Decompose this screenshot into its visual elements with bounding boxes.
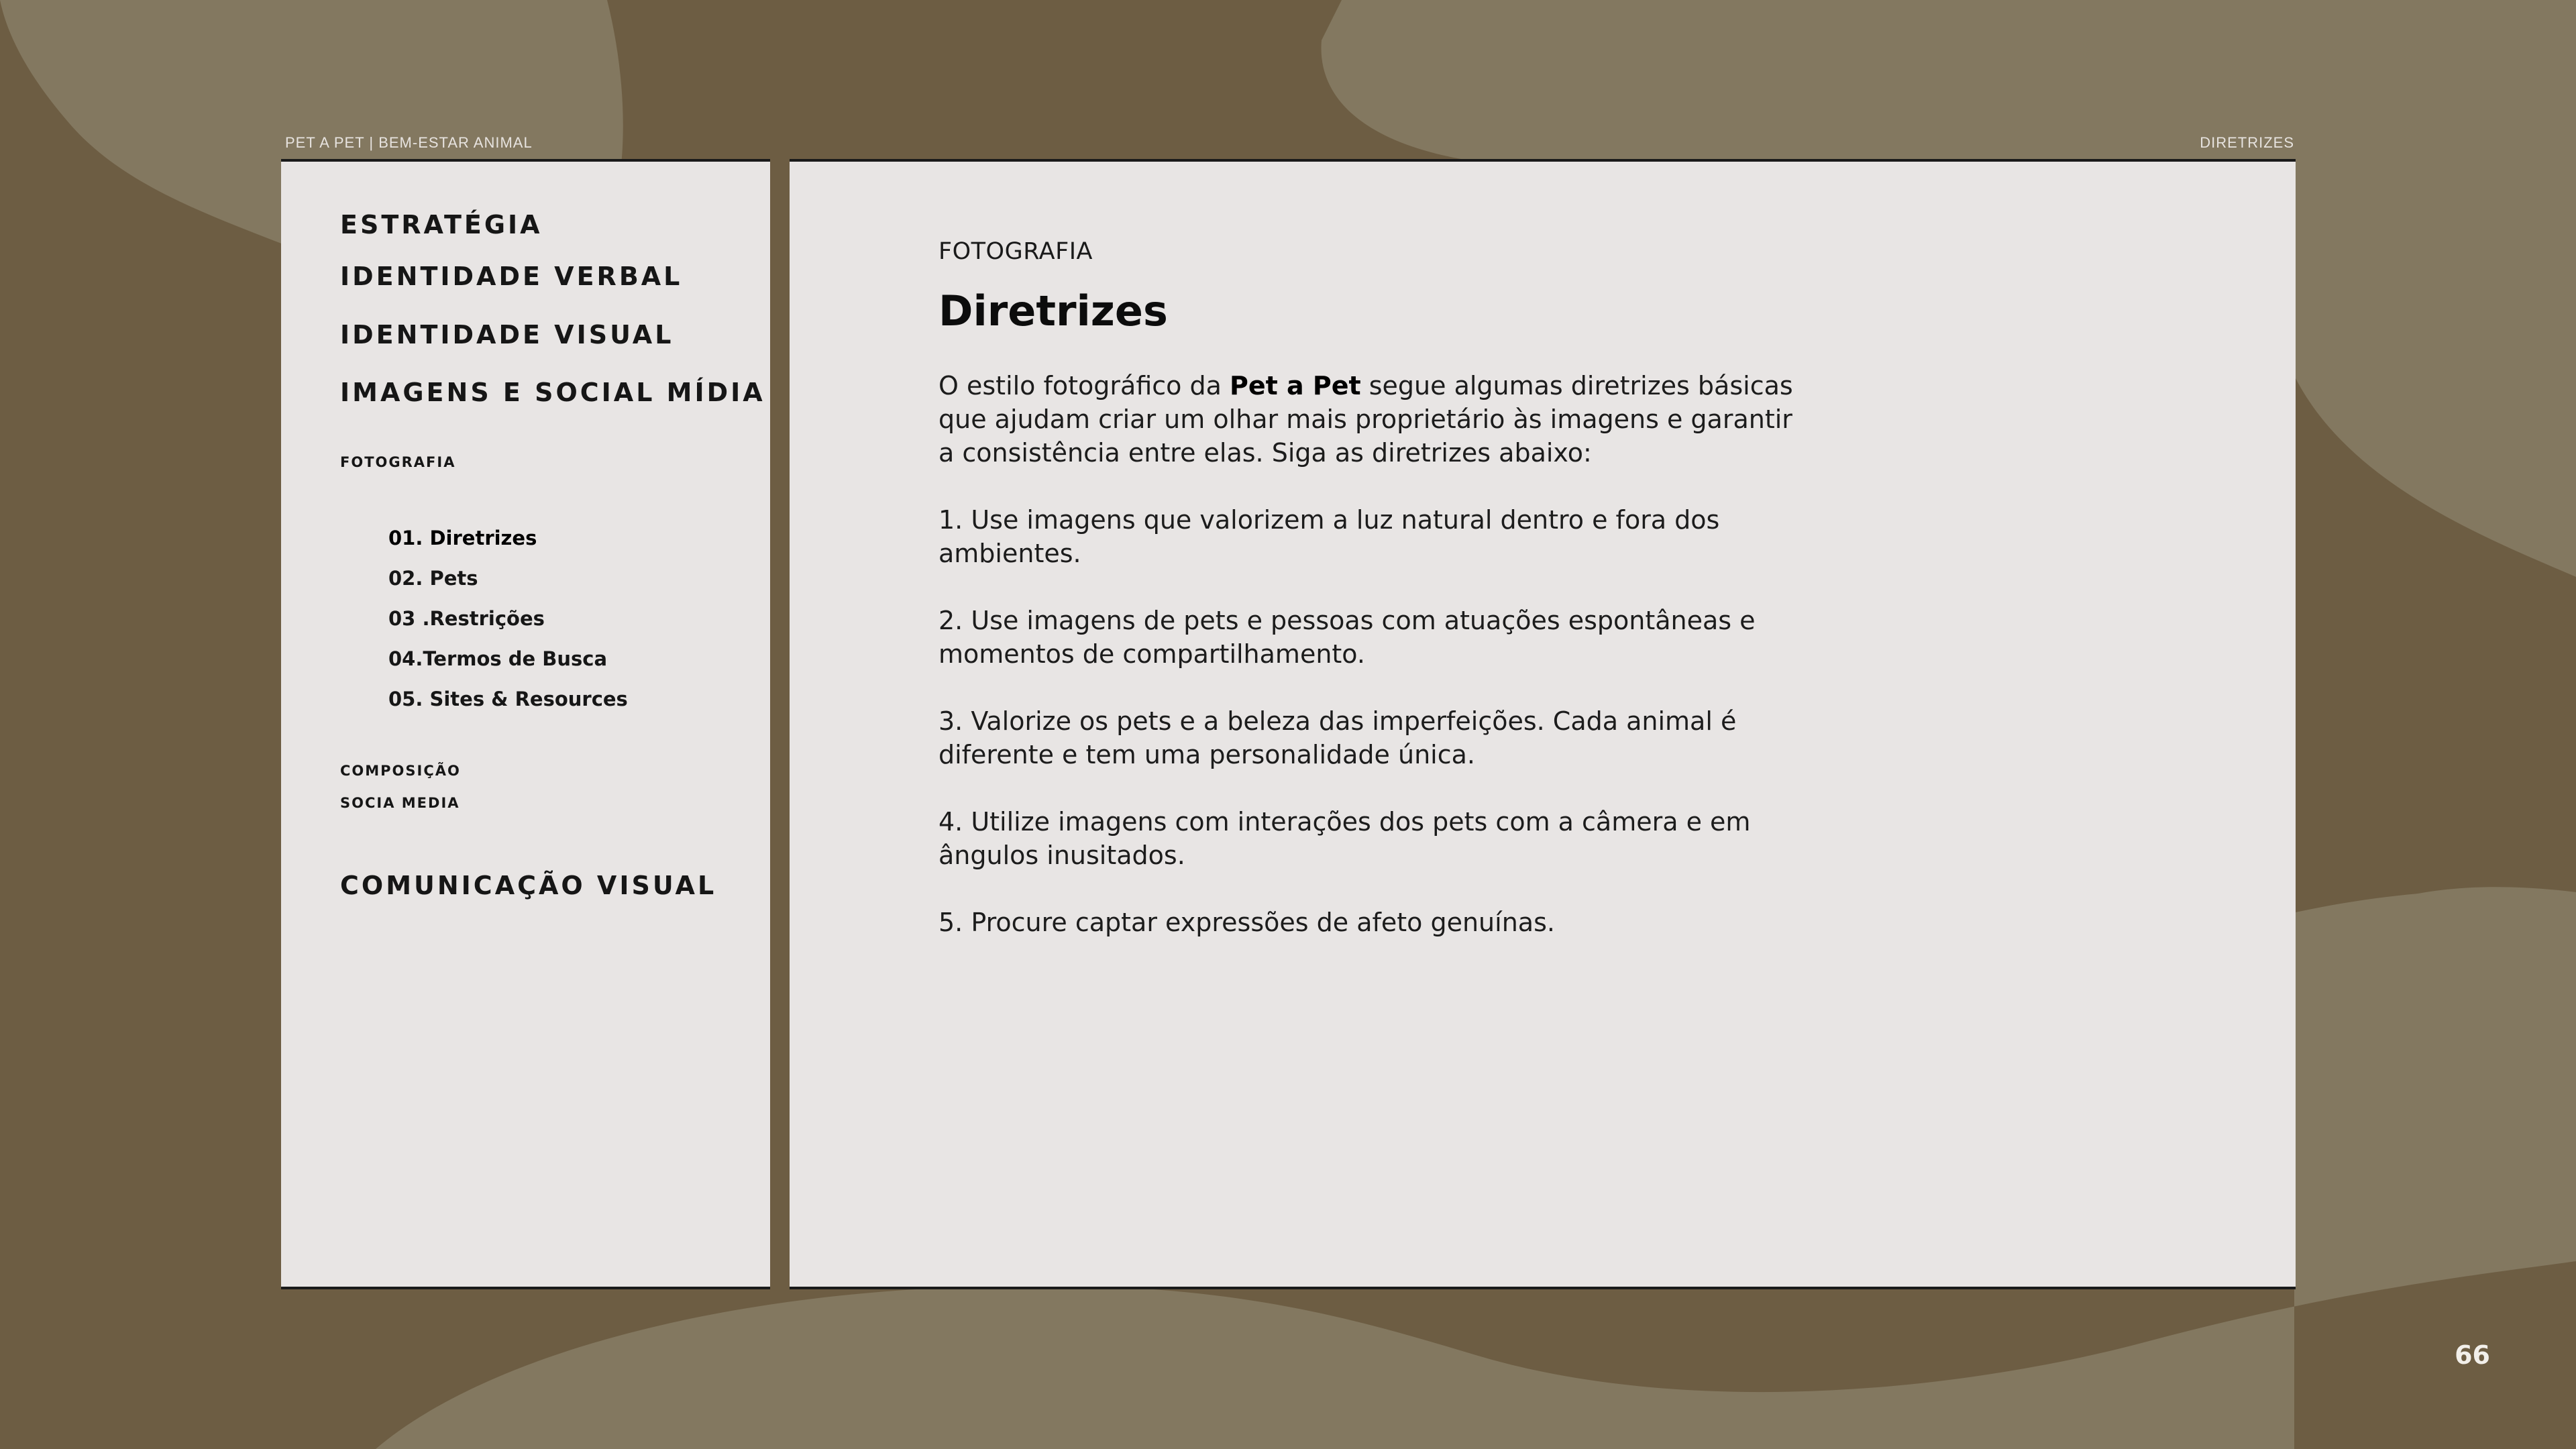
sidebar-item-diretrizes[interactable]: 01. Diretrizes xyxy=(388,527,537,549)
brand-name: Pet a Pet xyxy=(1229,371,1361,400)
sidebar-item-comunicacao-visual[interactable]: COMUNICAÇÃO VISUAL xyxy=(340,871,717,900)
guideline-item: 1. Use imagens que valorizem a luz natural dentro e fora dos ambientes. xyxy=(938,505,1720,568)
guideline-item: 3. Valorize os pets e a beleza das imperfeições. Cada animal é diferente e tem uma personalidade única. xyxy=(938,706,1737,769)
sidebar-subsection-fotografia[interactable]: FOTOGRAFIA xyxy=(340,454,456,470)
sidebar-item-identidade-verbal[interactable]: IDENTIDADE VERBAL xyxy=(340,262,683,291)
intro-paragraph xyxy=(938,369,1797,470)
page-title: Diretrizes xyxy=(938,286,1168,335)
guideline-item: 2. Use imagens de pets e pessoas com atuações espontâneas e momentos de compartilhamento. xyxy=(938,606,1756,669)
intro-text-end: segue algumas diretrizes básicas que ajudam criar um olhar mais proprietário às imagens e garantir a consistência entre elas. Siga as diretrizes abaixo: xyxy=(938,371,1793,468)
sidebar-item-identidade-visual[interactable]: IDENTIDADE VISUAL xyxy=(340,320,674,350)
sidebar-item-sites-resources[interactable]: 05. Sites & Resources xyxy=(388,688,628,710)
main-content-panel xyxy=(790,159,2296,1289)
background-blob-right-mid xyxy=(2296,890,2576,1295)
sidebar-panel xyxy=(281,159,770,1289)
sidebar-item-pets[interactable]: 02. Pets xyxy=(388,567,478,590)
sidebar-item-restricoes[interactable]: 03 .Restrições xyxy=(388,607,545,630)
document-brand-label: PET A PET | BEM-ESTAR ANIMAL xyxy=(285,134,533,151)
page-number: 66 xyxy=(2455,1340,2490,1370)
guideline-item: 4. Utilize imagens com interações dos pets com a câmera e em ângulos inusitados. xyxy=(938,807,1751,870)
section-eyebrow: FOTOGRAFIA xyxy=(938,238,1093,265)
intro-text-start: O estilo fotográfico da xyxy=(938,371,1230,400)
sidebar-item-termos-de-busca[interactable]: 04.Termos de Busca xyxy=(388,647,608,670)
sidebar-item-imagens-social-midia[interactable]: IMAGENS E SOCIAL MÍDIA xyxy=(340,378,765,407)
sidebar-subsection-social-media[interactable]: SOCIA MEDIA xyxy=(340,795,460,811)
guideline-item: 5. Procure captar expressões de afeto genuínas. xyxy=(938,908,1555,937)
sidebar-subsection-composicao[interactable]: COMPOSIÇÃO xyxy=(340,763,461,779)
sidebar-item-estrategia[interactable]: ESTRATÉGIA xyxy=(340,210,543,239)
section-label: DIRETRIZES xyxy=(2200,134,2294,151)
